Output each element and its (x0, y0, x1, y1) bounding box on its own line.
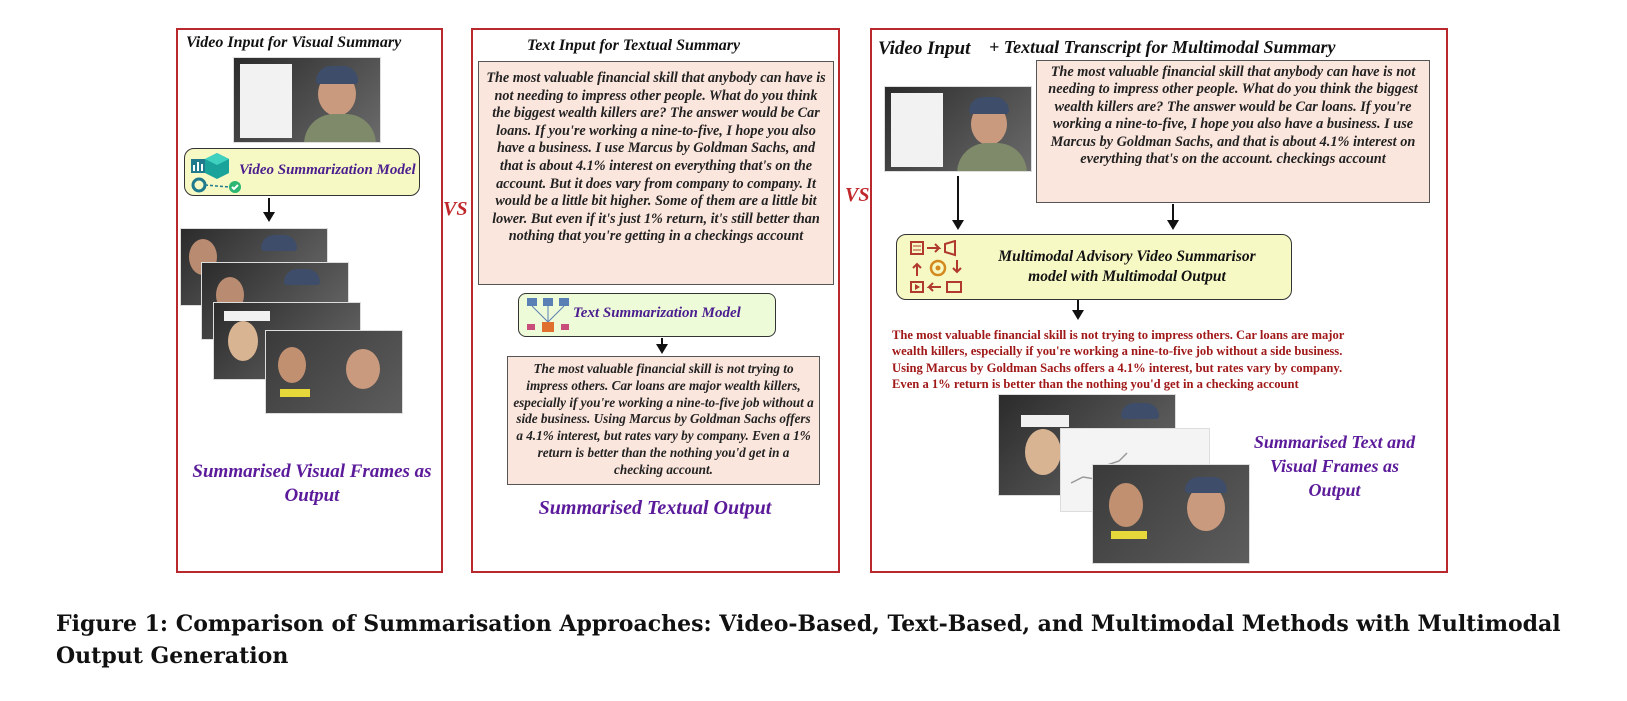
text-input-content: The most valuable financial skill that anybody can have is not needing to impress other people. What do you think the biggest wealth killers are? The answer would be Car loans. If you're working a nine-to-five, I hope you also have a business. I use Marcus by Goldman Sachs, and that is about 4.1% interest on everything that's on the account. But it does vary from company to company. It would be a little bit higher. Some of them are a little bit lower. But even if it's just 1% return, it's still better than nothing that you're getting in a checkings account (486, 70, 826, 245)
text-panel-title: Text Input for Textual Summary (527, 37, 741, 54)
multimodal-input-content: The most valuable financial skill that anybody can have is not needing to impress other people. What do you think the biggest wealth killers are? The answer would be Car loans. If you're working a nine-to-five, I hope you also have a business. I use Marcus by Goldman Sachs, and that is about 4.1% interest on everything that's on the account. checkings account (1048, 64, 1418, 168)
video-output-label: Summarised Visual Frames as Output (192, 461, 432, 506)
video-arrow (268, 198, 270, 220)
figure-caption: Figure 1: Comparison of Summarisation Approaches: Video-Based, Text-Based, and Multimodal Methods with Multimodal Output Generation (56, 611, 1561, 669)
text-summarization-model (518, 293, 776, 337)
text-summary-box (507, 356, 820, 485)
text-model-network-icon (525, 296, 571, 336)
multimodal-title-video: Video Input (878, 38, 971, 59)
multimodal-model-label (977, 247, 1277, 287)
multimodal-model-icon (909, 240, 967, 296)
frame-cap (284, 269, 320, 285)
multimodal-summariser-model (896, 234, 1292, 300)
person-cap (969, 97, 1009, 114)
person-cap (316, 66, 358, 84)
text-arrow (661, 338, 663, 352)
multimodal-text-arrow (1172, 204, 1174, 228)
multimodal-model-label-line2: model with Multimodal Output (1028, 268, 1226, 285)
frame-caption-bubble (1021, 415, 1069, 427)
multimodal-summary-text: The most valuable financial skill is not trying to impress others. Car loans are major wealth killers, especially if you're working a nine-to-five job without a side business. Using Marcus by Goldman Sachs offers a 4.1% interest, but rates vary by company. Even a 1% return is better than the nothing you'd get in a checking account (892, 328, 1345, 392)
multimodal-output-label: Summarised Text and Visual Frames as Output (1253, 432, 1416, 500)
screen-overlay (891, 93, 943, 167)
video-model-label: Video Summarization Model (239, 162, 416, 178)
video-summarization-model (184, 148, 420, 196)
video-input-thumbnail (233, 57, 381, 143)
frame-cap (261, 235, 297, 251)
frame-person-right (346, 349, 380, 389)
summary-frame-4 (265, 330, 403, 414)
multimodal-title-text: + Textual Transcript for Multimodal Summary (989, 37, 1336, 57)
frame-person-woman (1025, 429, 1061, 475)
frame-subtitle (1111, 531, 1147, 539)
multimodal-model-label-line1: Multimodal Advisory Video Summarisor (998, 248, 1256, 265)
multimodal-input-box (1036, 60, 1430, 203)
multimodal-output-arrow (1077, 300, 1079, 318)
person-hoodie (957, 143, 1027, 172)
text-output-label: Summarised Textual Output (538, 497, 772, 519)
frame-person-woman (228, 321, 258, 361)
vs-label-2: VS (845, 184, 870, 206)
multimodal-output-frame-3 (1092, 464, 1250, 564)
person-hoodie (304, 114, 376, 143)
vs-label-1: VS (443, 198, 468, 220)
frame-caption-bubble (224, 311, 270, 321)
frame-person-left (1109, 483, 1143, 527)
video-panel-title: Video Input for Visual Summary (186, 34, 402, 51)
frame-cap (1185, 477, 1227, 493)
frame-cap (1121, 403, 1159, 419)
frame-subtitle (280, 389, 310, 397)
text-summary-content: The most valuable financial skill is not trying to impress others. Car loans are major wealth killers, especially if you're working a nine-to-five job without a side business. Using Marcus by Goldman Sachs offers a 4.1% interest, but rates vary by company. Even a 1% return is better than the nothing you'd get in a checking account. (513, 361, 814, 477)
text-input-box (478, 61, 834, 285)
frame-person-left (278, 347, 306, 383)
model-network-icon (189, 151, 245, 195)
screen-overlay (240, 64, 292, 138)
multimodal-video-thumbnail (884, 86, 1032, 172)
text-model-label: Text Summarization Model (573, 305, 741, 321)
multimodal-video-arrow (957, 176, 959, 228)
